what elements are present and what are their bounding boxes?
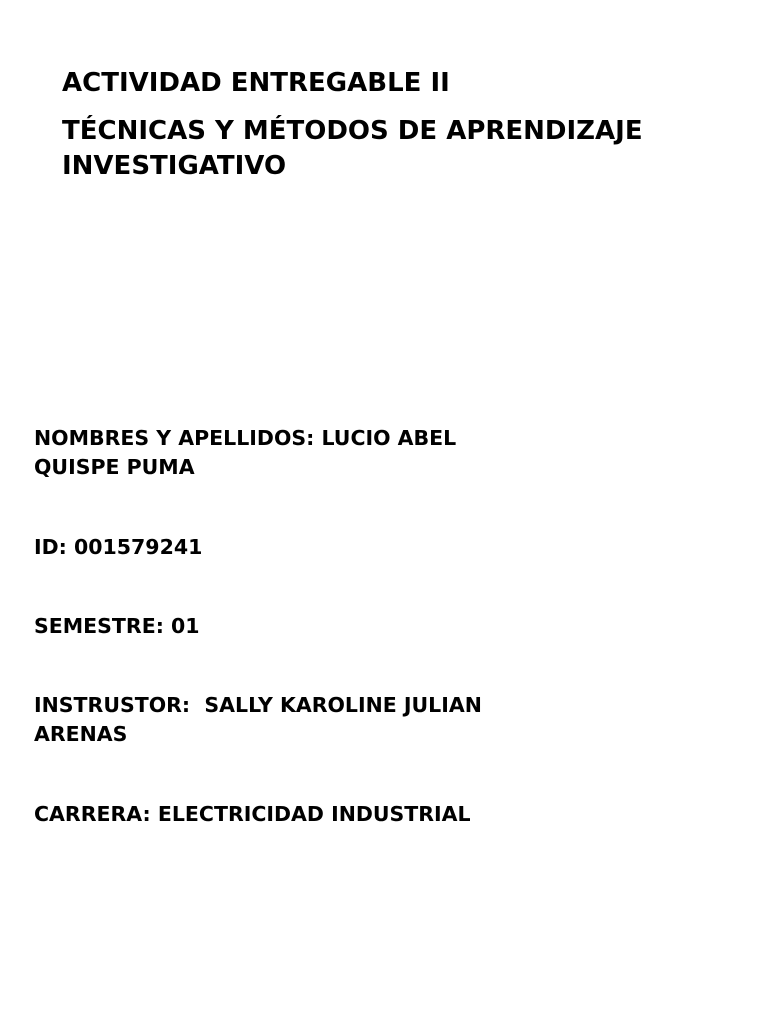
instructor-line-1: INSTRUSTOR: SALLY KAROLINE JULIAN — [34, 693, 482, 717]
semester-field — [34, 612, 200, 641]
career-field — [34, 800, 471, 829]
student-names-field — [34, 424, 456, 482]
subtitle-line-2: INVESTIGATIVO — [62, 151, 287, 181]
title-line-1: ACTIVIDAD ENTREGABLE II — [62, 68, 450, 98]
names-line-1: NOMBRES Y APELLIDOS: LUCIO ABEL — [34, 426, 457, 450]
document-subtitle — [62, 114, 643, 184]
instructor-line-2: ARENAS — [34, 722, 128, 746]
subtitle-line-1: TÉCNICAS Y MÉTODOS DE APRENDIZAJE — [62, 116, 643, 146]
semester-text: SEMESTRE: 01 — [34, 614, 200, 638]
document-title — [62, 66, 450, 100]
names-line-2: QUISPE PUMA — [34, 455, 195, 479]
student-id-field — [34, 533, 202, 562]
instructor-field — [34, 691, 482, 749]
id-text: ID: 001579241 — [34, 535, 203, 559]
career-text: CARRERA: ELECTRICIDAD INDUSTRIAL — [34, 802, 471, 826]
